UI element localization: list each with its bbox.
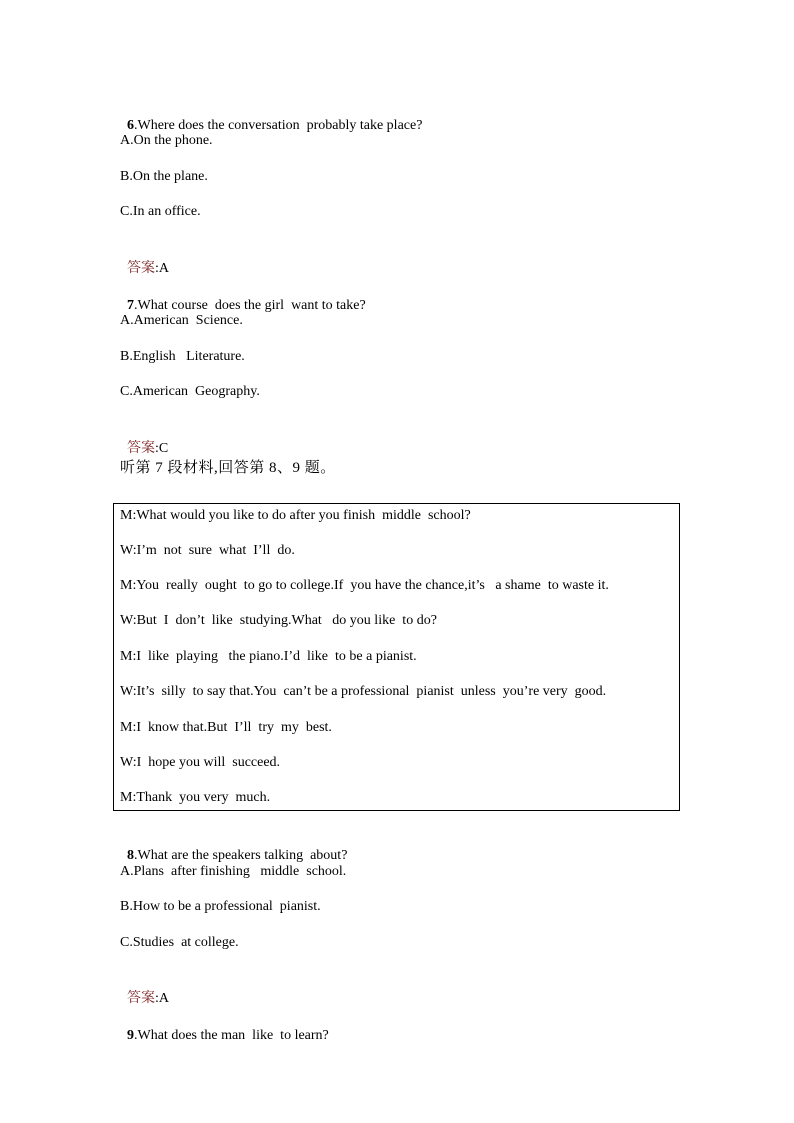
dialogue-line: W:It’s silly to say that.You can’t be a professional pianist unless you’re very good. bbox=[120, 684, 607, 699]
answer-value: :A bbox=[155, 261, 169, 276]
option-c: C.American Geography. bbox=[120, 384, 260, 399]
question-text: .What are the speakers talking about? bbox=[134, 848, 348, 863]
answer-6 bbox=[120, 239, 169, 279]
option-b: B.On the plane. bbox=[120, 169, 208, 184]
answer-value: :C bbox=[155, 441, 169, 456]
question-8 bbox=[120, 826, 347, 866]
question-text: .Where does the conversation probably take place? bbox=[134, 118, 423, 133]
dialogue-line: M:What would you like to do after you finish middle school? bbox=[120, 508, 471, 523]
question-number: 9 bbox=[127, 1028, 134, 1043]
dialogue-line: W:I’m not sure what I’ll do. bbox=[120, 543, 295, 558]
question-text: .What course does the girl want to take? bbox=[134, 298, 366, 313]
question-text: .What does the man like to learn? bbox=[134, 1028, 329, 1043]
option-a: A.American Science. bbox=[120, 313, 243, 328]
option-b: B.How to be a professional pianist. bbox=[120, 899, 321, 914]
dialogue-box bbox=[113, 503, 680, 811]
option-a: A.On the phone. bbox=[120, 133, 213, 148]
question-number: 6 bbox=[127, 118, 134, 133]
section-heading: 听第 7 段材料,回答第 8、9 题。 bbox=[120, 460, 336, 476]
option-b: B.English Literature. bbox=[120, 349, 245, 364]
question-9 bbox=[120, 1006, 329, 1046]
answer-7 bbox=[120, 419, 168, 459]
answer-label: 答案 bbox=[127, 991, 155, 1006]
answer-label: 答案 bbox=[127, 261, 155, 276]
option-c: C.Studies at college. bbox=[120, 935, 239, 950]
dialogue-line: M:I know that.But I’ll try my best. bbox=[120, 720, 332, 735]
question-7 bbox=[120, 276, 366, 316]
question-6 bbox=[120, 96, 422, 136]
dialogue-line: M:I like playing the piano.I’d like to be a pianist. bbox=[120, 649, 417, 664]
option-c: C.In an office. bbox=[120, 204, 201, 219]
dialogue-line: W:I hope you will succeed. bbox=[120, 755, 281, 770]
dialogue-line: W:But I don’t like studying.What do you like to do? bbox=[120, 613, 437, 628]
question-number: 8 bbox=[127, 848, 134, 863]
answer-label: 答案 bbox=[127, 441, 155, 456]
question-number: 7 bbox=[127, 298, 134, 313]
dialogue-line: M:Thank you very much. bbox=[120, 790, 271, 805]
answer-value: :A bbox=[155, 991, 169, 1006]
dialogue-line: M:You really ought to go to college.If you have the chance,it’s a shame to waste it. bbox=[120, 578, 609, 593]
answer-8 bbox=[120, 969, 169, 1009]
option-a: A.Plans after finishing middle school. bbox=[120, 864, 347, 879]
